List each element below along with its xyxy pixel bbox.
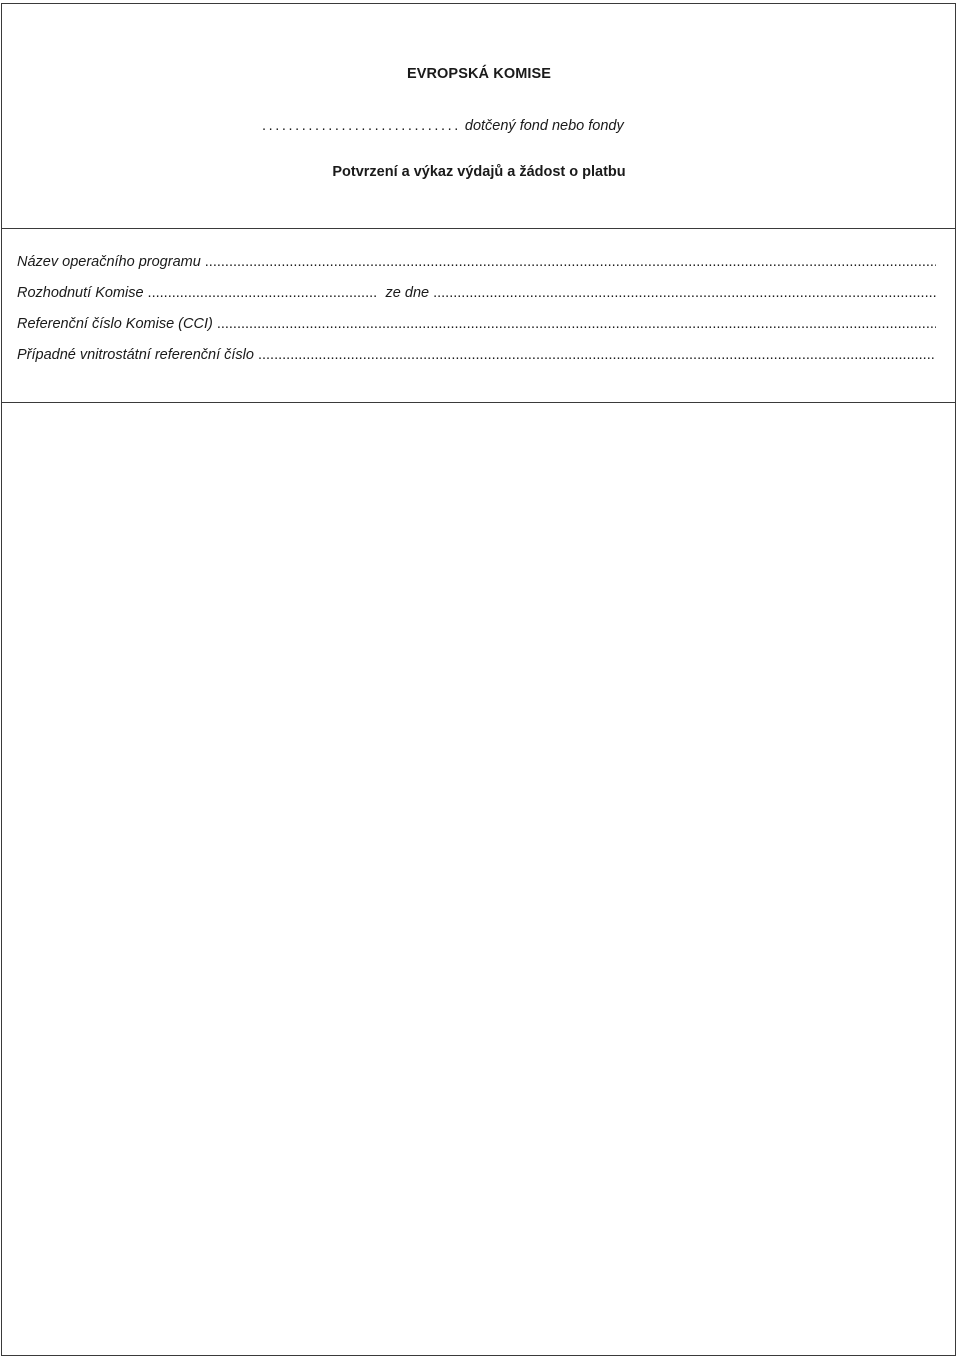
document-title: EVROPSKÁ KOMISE [406,66,552,82]
cci-label: Referenční číslo Komise (CCI) [17,316,213,332]
fund-blank[interactable]: .............................. [262,118,461,134]
cci-blank[interactable] [217,316,936,332]
date-blank[interactable] [433,285,936,301]
national-ref-label: Případné vnitrostátní referenční číslo [17,347,254,363]
fields-divider [1,402,956,403]
fund-line [262,118,624,134]
national-ref-row [17,347,936,363]
program-name-row [17,254,936,270]
fund-caption: dotčený fond nebo fondy [464,118,624,134]
national-ref-blank[interactable] [258,347,936,363]
date-label: ze dne [385,285,430,301]
commission-decision-label: Rozhodnutí Komise [17,285,144,301]
commission-decision-blank[interactable] [148,285,376,301]
commission-decision-row [17,285,936,301]
program-name-blank[interactable] [205,254,936,270]
header-divider [1,228,956,229]
form-frame [1,3,956,1356]
cci-row [17,316,936,332]
document-subtitle: Potvrzení a výkaz výdajů a žádost o platbu [332,164,626,180]
program-name-label: Název operačního programu [17,254,201,270]
